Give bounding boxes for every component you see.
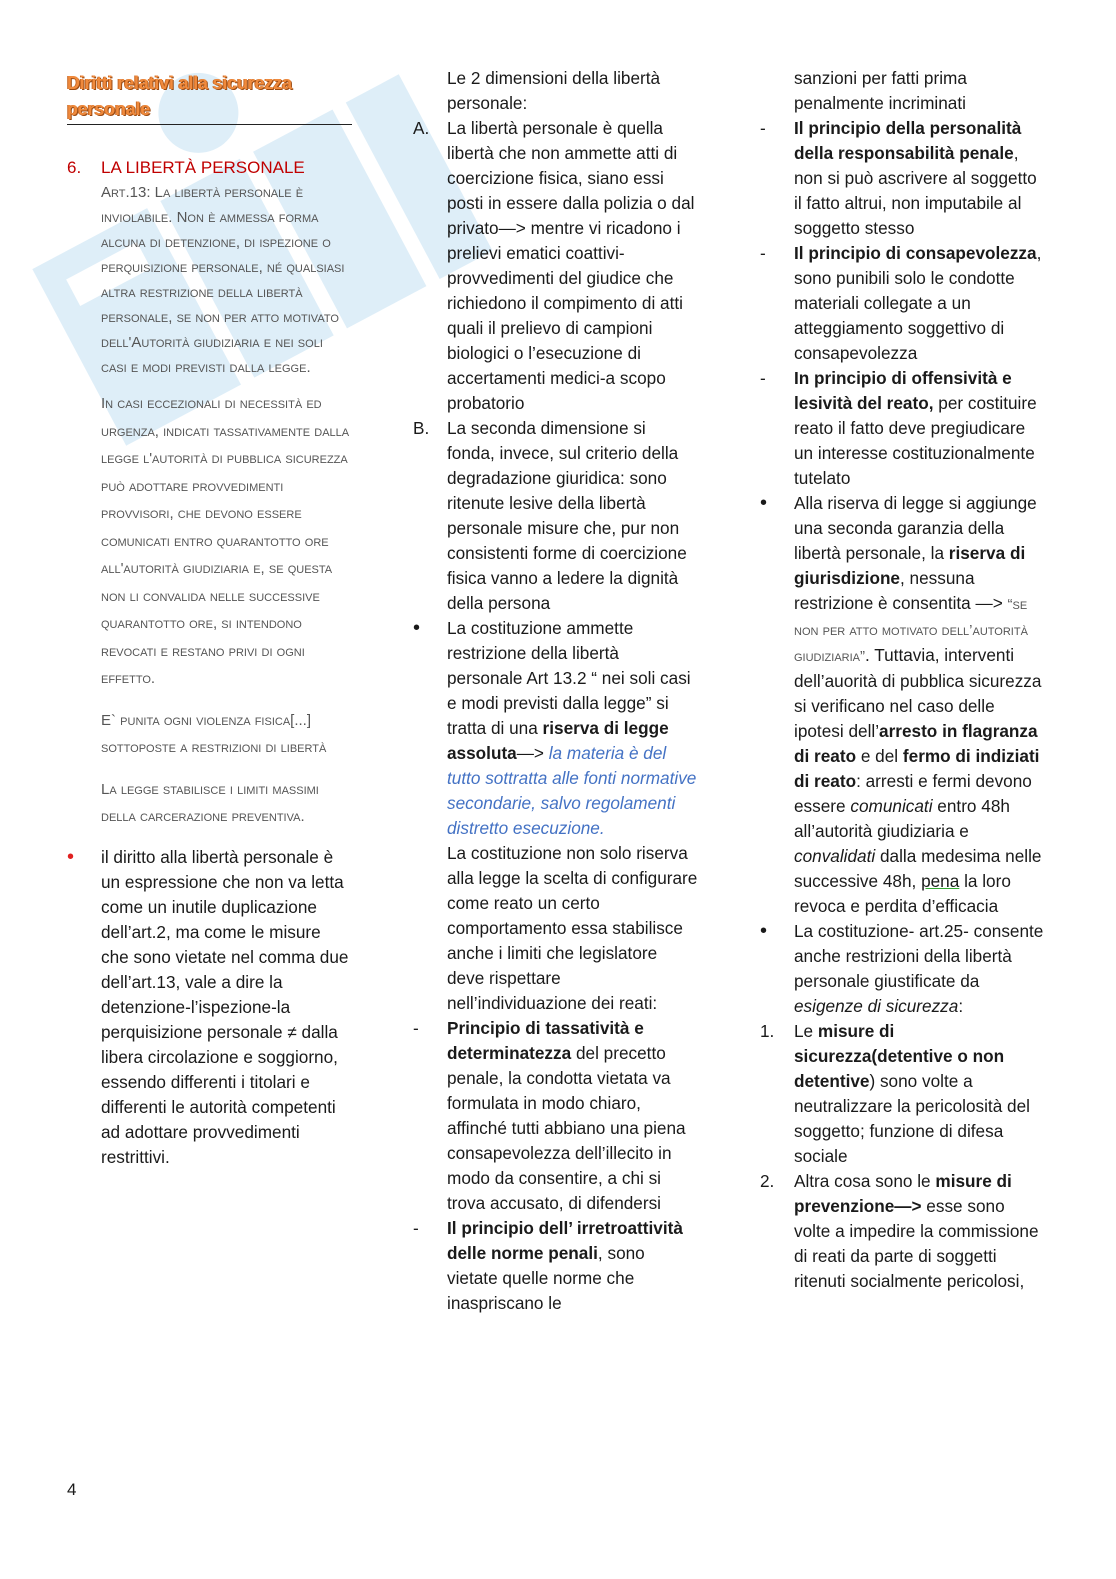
- bullet-text: [794, 491, 1045, 919]
- article-quote-3: E` punita ogni violenza fisica[...] sottoposte a restrizioni di libertà: [101, 711, 327, 756]
- column-middle: [413, 66, 698, 1316]
- paragraph-intro: Le 2 dimensioni della libertà personale:: [447, 68, 661, 113]
- bullet-text: [794, 919, 1045, 1019]
- article-quote-1: Art.13: La libertà personale è inviolabile. Non è ammessa forma alcuna di detenzione, di ispezione o perquisizione personale, né qualsiasi altra restrizione della libertà personale, se non per atto motivato dell'Autorità giudiziaria e nei soli casi e modi previsti dalla legge.: [101, 184, 345, 376]
- list-text: [794, 1169, 1045, 1294]
- list-item: [760, 241, 1045, 366]
- list-item: [413, 616, 698, 841]
- dash-text: [794, 116, 1045, 241]
- section-number: 6.: [67, 158, 82, 177]
- list-item-a: [413, 116, 698, 416]
- bullet-text: il diritto alla libertà personale è un espressione che non va letta come un inutile duplicazione dell’art.2, ma come le misure che sono vietate nel comma due dell’art.13, vale a dire la detenzione-l’ispezione-la perquisizione personale ≠ dalla libera circolazione e soggiorno, essendo differenti i titolari e differenti le autorità competenti ad adottare provvedimenti restrittivi.: [101, 846, 349, 1167]
- list-item-b: [413, 416, 698, 616]
- text-run: Le: [794, 1021, 818, 1041]
- list-item-2: [760, 1169, 1045, 1294]
- bold-run: misure di sicurezza(detentive o non detentive: [794, 1021, 1005, 1091]
- dash-marker: -: [413, 1218, 419, 1238]
- section-heading: Diritti relativi alla sicurezza personale: [67, 70, 352, 125]
- smallcaps-run: “se non per atto motivato dell’autorità giudiziaria”: [794, 596, 1028, 665]
- bullet-marker: •: [760, 492, 768, 514]
- underlined-run: pena: [921, 871, 960, 891]
- article-quote-2: In casi eccezionali di necessità ed urgenza, indicati tassativamente dalla legge l'autorità di pubblica sicurezza può adottare provvedimenti provvisori, che devono essere comunicati entro quarantotto ore all'autorità giudiziaria e, se questa non li convalida nelle successive quarantotto ore, si intendono revocati e restano privi di ogni effetto.: [101, 395, 350, 687]
- bold-run: fermo di indiziati di reato: [794, 746, 1040, 791]
- bold-run: Principio di tassatività e determinatezza: [447, 1018, 644, 1063]
- bold-run: Il principio della personalità della responsabilità penale: [794, 118, 1022, 163]
- text-run: entro 48h all’autorità giudiziaria e: [794, 796, 1010, 841]
- list-item-1: [760, 1019, 1045, 1169]
- paragraph: La costituzione non solo riserva alla legge la scelta di configurare come reato un certo comportamento essa stabilisce anche i limiti che legislatore deve rispettare nell’individuazione dei reati:: [447, 843, 698, 1013]
- dash-marker: -: [760, 118, 766, 138]
- list-marker: 2.: [760, 1171, 775, 1191]
- text-run: e del: [856, 746, 903, 766]
- italic-run: comunicati: [850, 796, 933, 816]
- text-run: ) sono volte a neutralizzare la pericolosità del soggetto; funzione di difesa sociale: [794, 1071, 1030, 1166]
- text-run: esse sono volte a impedire la commissione di reati da parte di soggetti ritenuti socialmente pericolosi,: [794, 1196, 1039, 1291]
- bold-run: riserva di legge assoluta: [447, 718, 669, 763]
- section-title: [67, 155, 352, 180]
- text-run: dalla medesima nelle successive 48h,: [794, 846, 1042, 891]
- text-run: Alla riserva di legge si aggiunge una seconda garanzia della libertà personale, la: [794, 493, 1037, 563]
- list-marker: B.: [413, 418, 430, 438]
- paragraph-continuation: sanzioni per fatti prima penalmente incriminati: [794, 68, 967, 113]
- bullet-marker: •: [67, 845, 75, 868]
- list-marker: A.: [413, 118, 430, 138]
- bold-run: In principio di offensività e lesività del reato,: [794, 368, 1012, 413]
- bullet-marker: •: [413, 617, 421, 639]
- text-run: :: [958, 996, 964, 1016]
- text-run: per costituire reato il fatto deve pregiudicare un interesse costituzionalmente tutelato: [794, 393, 1037, 488]
- dash-text: [794, 241, 1045, 366]
- text-run: , non si può ascrivere al soggetto il fatto altrui, non imputabile al soggetto stesso: [794, 143, 1037, 238]
- bullet-marker: •: [760, 920, 768, 942]
- text-run: Altra cosa sono le: [794, 1171, 936, 1191]
- article-quote-4: La legge stabilisce i limiti massimi della carcerazione preventiva.: [101, 780, 319, 825]
- dash-marker: -: [760, 243, 766, 263]
- dash-marker: -: [760, 368, 766, 388]
- bold-run: riserva di giurisdizione: [794, 543, 1026, 588]
- bold-run: misure di prevenzione—>: [794, 1171, 1012, 1216]
- list-text: [794, 1019, 1045, 1169]
- text-run: , sono punibili solo le condotte materiali collegate a un atteggiamento soggettivo di consapevolezza: [794, 243, 1042, 363]
- bold-run: arresto in flagranza di reato: [794, 721, 1038, 766]
- text-run: la loro revoca e perdita d’efficacia: [794, 871, 1011, 916]
- dash-text: [447, 1216, 698, 1316]
- column-right: [760, 66, 1045, 1294]
- italic-run: la materia è del tutto sottratta alle fonti normative secondarie, salvo regolamenti distretto esecuzione.: [447, 743, 697, 838]
- page-number: 4: [67, 1480, 77, 1499]
- list-item: [760, 491, 1045, 919]
- text-run: . Tuttavia, interventi dell’auorità di pubblica sicurezza si verificano nel caso delle ipotesi dell’: [794, 645, 1042, 741]
- bold-run: Il principio di consapevolezza: [794, 243, 1037, 263]
- list-text: La seconda dimensione si fonda, invece, sul criterio della degradazione giuridica: sono ritenute lesive della libertà personale misure che, pur non consistenti forme di coercizione fisica vanno a ledere la dignità della persona: [447, 418, 687, 613]
- bold-run: Il principio dell’ irretroattività delle norme penali: [447, 1218, 683, 1263]
- text-run: , sono vietate quelle norme che inaspriscano le: [447, 1243, 645, 1313]
- list-item: [67, 845, 352, 1170]
- list-item: [760, 919, 1045, 1019]
- list-item: [413, 1016, 698, 1216]
- italic-run: esigenze di sicurezza: [794, 996, 959, 1016]
- column-left: [67, 66, 352, 1170]
- bullet-text: [447, 616, 698, 841]
- list-marker: 1.: [760, 1021, 775, 1041]
- section-title-text: LA LIBERTÀ PERSONALE: [101, 158, 305, 177]
- italic-run: convalidati: [794, 846, 876, 866]
- text-run: : arresti e fermi devono essere: [794, 771, 1032, 816]
- text-run: del precetto penale, la condotta vietata va formulata in modo chiaro, affinché tutti abbiano una piena consapevolezza dell’illecito in modo da consentire, a chi si trova accusato, di difendersi: [447, 1043, 686, 1213]
- list-item: [760, 116, 1045, 241]
- text-run: —>: [516, 743, 549, 763]
- list-item: [760, 366, 1045, 491]
- dash-marker: -: [413, 1018, 419, 1038]
- text-run: La costituzione- art.25- consente anche restrizioni della libertà personale giustificate da: [794, 921, 1044, 991]
- dash-text: [447, 1016, 698, 1216]
- text-run: La costituzione ammette restrizione della libertà personale Art 13.2 “ nei soli casi e modi previsti dalla legge” si tratta di una: [447, 618, 691, 738]
- dash-text: [794, 366, 1045, 491]
- list-item: [413, 1216, 698, 1316]
- text-run: , nessuna restrizione è consentita —>: [794, 568, 1008, 613]
- list-text: La libertà personale è quella libertà che non ammette atti di coercizione fisica, siano essi posti in essere dalla polizia o dal privato—> mentre vi ricadono i prelievi ematici coattivi- provvedimenti del giudice che richiedono il compimento di atti quali il prelievo di campioni biologici o l’esecuzione di accertamenti medici-a scopo probatorio: [447, 118, 695, 413]
